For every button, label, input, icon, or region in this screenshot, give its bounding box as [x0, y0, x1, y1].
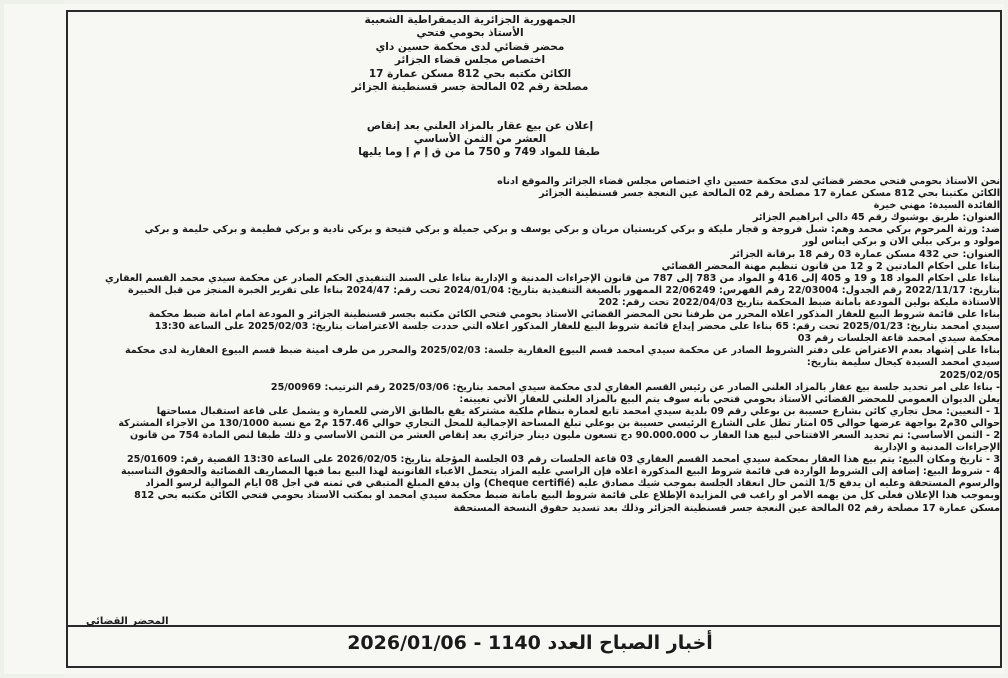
title-line: العشر من الثمن الأساسي	[413, 133, 547, 145]
body-line: ضد: ورثة المرحوم بركي محمد وهم: شبل فروجة و قجار مليكة و بركي كريستيان مريان و بركي يوسف و بركي جميلة و بركي فتيحة و بركي نادية و بركي فطيمة و بركي حليمة و بركي	[144, 224, 1000, 236]
title-line: إعلان عن بيع عقار بالمزاد العلني بعد إنقاص	[366, 120, 594, 132]
body-line: بتاريخ: 2022/11/17 رقم الجدول: 22/03004 رقم الفهرس: 22/06249 الممهور بالصيغة التنفيذية بتاريخ: 2024/01/04 تحت رقم: 2024/47 بناءا على تقرير الخبرة المنجز من قبل الخبيرة	[127, 284, 1000, 296]
footer-divider	[66, 625, 1002, 627]
body-line: العنوان: حي 432 مسكن عمارة 03 رقم 18 برقانة الجزائر	[730, 248, 1000, 260]
body-line: - بناءا على أمر تحديد جلسة بيع عقار بالمزاد العلني الصادر عن رئيس القسم العقاري لدى محكمة سيدي أمحمد بتاريخ: 2025/03/06 رقم الترتيب: 25/00969	[270, 381, 1000, 393]
body-line: العنوان: طريق بوشبوك رقم 45 دالي ابراهيم الجزائر	[752, 212, 1000, 224]
announcement-title	[360, 120, 600, 159]
body-line: 2025/02/05	[939, 369, 1000, 381]
body-line: 3 - تاريخ ومكان البيع: يتم بيع هذا العقار بمحكمة سيدي أمحمد القسم العقاري 03 قاعة الجلسات رقم 03 الجلسة المؤجلة بتاريخ: 2026/02/05 على الساعة 13:30 القضية رقم: 25/01609	[126, 454, 1000, 466]
header-line: الكائن مكتبه بحي 812 مسكن عمارة 17	[368, 67, 572, 80]
body-line: يعلن الديوان العمومي للمحضر القضائي الأستاذ بحومي فتحي بأنه سوف يتم البيع بالمزاد العلني للعقار الآتي تعيينه:	[459, 393, 1000, 405]
body-line: بناءا على إشهاد بعدم الاعتراض على دفتر الشروط الصادر عن محكمة سيدي أمحمد قسم البيوع العقارية جلسة: 2025/02/03 والمحرر من طرف أمينة ضبط قسم البيوع العقارية لدى محكمة	[124, 345, 1000, 357]
body-line: بناءا على أحكام المواد 18 و 19 و 405 إلى 416 و المواد من 783 إلى 787 من قانون الإجراءات المدنية و الإدارية بناءا على السند التنفيذي الحكم الصادر عن محكمة سيدي محمد القسم العقاري	[105, 272, 1000, 284]
body-line: الكائن مكتبنا بحي 812 مسكن عمارة 17 مصلحة رقم 02 المالحة عين النعجة جسر قسنطينة الجزائر	[539, 188, 1000, 200]
title-line: طبقا للمواد 749 و 750 ما من ق إ م إ وما يليها	[358, 146, 600, 158]
signature-label: المحضر القضائي	[86, 616, 169, 627]
body-line: الإجراءات المدنية و الإدارية	[873, 442, 1000, 454]
body-line: مسكن عمارة 17 مصلحة رقم 02 المالحة عين النعجة جسر قسنطينة الجزائر وذلك بعد تسديد حقوق النسخة المستحقة	[453, 502, 1000, 514]
notice-body	[76, 176, 1000, 515]
body-line: محكمة سيدي أمحمد قاعة الجلسات رقم 03	[797, 333, 1000, 345]
body-line: الأستاذة مليكة بولين المودعة بأمانة ضبط المحكمة بتاريخ 2022/04/03 تحت رقم: 202	[598, 296, 1000, 308]
body-line: نحن الأستاذ بحومي فتحي محضر قضائي لدى محكمة حسين داي اختصاص مجلس قضاء الجزائر والموقع أدناه	[497, 176, 1000, 187]
header-line: الأستاذ بحومي فتحي	[416, 27, 524, 40]
header-line: اختصاص مجلس قضاء الجزائر	[394, 54, 546, 67]
body-line: وبموجب هذا الإعلان فعلى كل من يهمه الأمر أو راغب في المزايدة الإطلاع على قائمة شروط البيع بأمانة ضبط محكمة سيدي أمحمد أو بمكتب الأستاذ بحومي فتحي الكائن مكتبه بحي 812	[134, 490, 1000, 502]
header-line: محضر قضائي لدى محكمة حسين داي	[375, 40, 565, 53]
body-line: الفائدة السيدة: مهني خيرة	[873, 200, 1000, 212]
newspaper-footer: أخبار الصباح العدد 1140 - 2026/01/06	[347, 632, 713, 654]
body-line: مولود و بركي بيلي آلان و بركي ايناس لور	[802, 236, 1000, 248]
body-line: سيدي أمحمد بتاريخ: 2025/01/23 تحت رقم: 65 بناءا على محضر إيداع قائمة شروط البيع للعقار المذكور أعلاه التي حددت جلسة الاعتراضات بتاريخ: 2025/02/03 على الساعة 13:30	[154, 321, 1000, 333]
body-line: 2 - الثمن الأساسي: تم تحديد السعر الافتتاحي لبيع هذا العقار ب 90.000.000 دج تسعون مليون دينار جزائري بعد إنقاص العشر من الثمن الأساسي و ذلك طبقا لنص المادة 754 من قانون	[130, 429, 1000, 441]
body-line: 1 - التعيين: محل تجاري كائن بشارع حسيبة بن بوعلي رقم 09 بلدية سيدي أمحمد تابع لعمارة بنظام ملكية مشتركة يقع بالطابق الأرضي للعمارة و يشمل على قاعة استقبال مساحتها	[156, 405, 1000, 417]
body-line: بناءا على قائمة شروط البيع للعقار المذكور أعلاه المحرر من طرفنا نحن المحضر القضائي الأستاذ بحومي فتحي الكائن مكتبه بجسر قسنطينة الجزائر و المودعة أمام أمانة ضبط محكمة	[148, 309, 1000, 321]
header-line: مصلحة رقم 02 المالحة جسر قسنطينة الجزائر	[351, 81, 589, 94]
body-line: حوالي 30م2 بواجهة عرضها حوالي 05 أمتار تطل على الشارع الرئيسي حسيبة بن بوعلي تبلغ المساحة الإجمالية للمحل التجاري حوالي 157.46 م2 مع نسبة 130/1000 من الأجزاء المشتركة	[118, 417, 1000, 429]
body-line: بناءا على أحكام المادتين 2 و 12 من قانون تنظيم مهنة المحضر القضائي	[661, 260, 1000, 272]
body-line: 4 - شروط البيع: إضافة إلى الشروط الواردة في قائمة شروط البيع المذكورة أعلاه فإن الراسي عليه المزاد يتحمل الأعباء القانونية لهذا البيع بما فيها المصاريف القضائية والحقوق التناسبية	[121, 466, 1000, 478]
body-line: والرسوم المستحقة وعليه أن يدفع 1/5 الثمن حال انعقاد الجلسة بموجب شيك مصادق عليه (Cheque certifié) وأن يدفع المبلغ المتبقي في ثمنه في أجل 08 أيام الموالية لرسو المزاد	[145, 478, 1000, 490]
issuer-header	[250, 14, 690, 94]
body-line: سيدي أمحمد السيدة كيحال سليمة بتاريخ:	[806, 357, 1000, 369]
header-line: الجمهورية الجزائرية الديمقراطية الشعبية	[364, 14, 576, 26]
